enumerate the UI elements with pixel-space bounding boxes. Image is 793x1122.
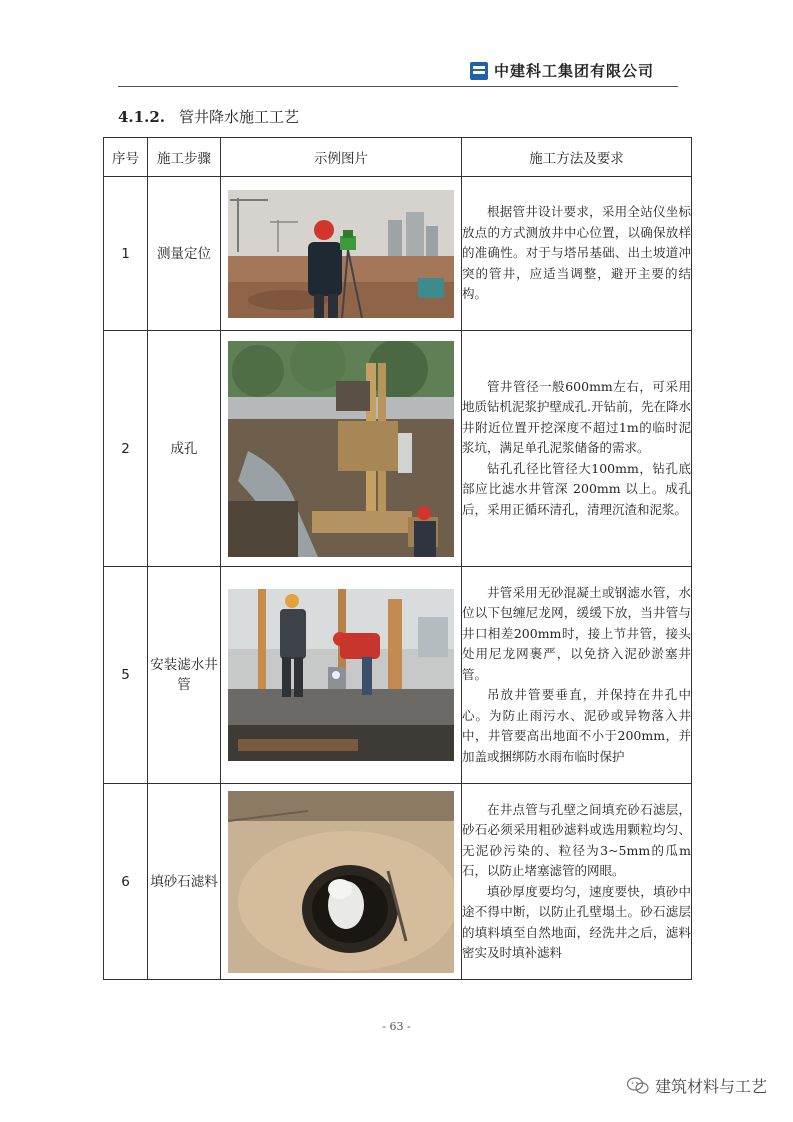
company-name: 中建科工集团有限公司 [494, 62, 655, 80]
row-step-name: 测量定位 [148, 177, 221, 331]
description-paragraph: 根据管井设计要求，采用全站仪坐标放点的方式测放井中心位置，以确保放样的准确性。对于与塔吊基础、出土坡道冲突的管井，应适当调整，避开主要的结构。 [462, 204, 691, 302]
table-row [104, 784, 692, 980]
row-description [462, 177, 692, 331]
row-description [462, 784, 692, 980]
col-header-index: 序号 [104, 138, 148, 177]
row-photo-cell [221, 567, 462, 784]
row-index: 2 [104, 331, 148, 567]
description-paragraph: 井管采用无砂混凝土或钢滤水管，水位以下包缠尼龙网，缓缓下放，当井管与井口相差200mm时，接上节井管，接头处用尼龙网裹严，以免挤入泥砂淤塞井管。 [462, 584, 691, 682]
description-paragraph: 管井管径一般600mm左右，可采用地质钻机泥浆护壁成孔.开钻前，先在降水井附近位置开挖深度不超过1m的临时泥浆坑，满足单孔泥浆储备的需求。 [462, 378, 691, 456]
page-header [118, 54, 678, 87]
col-header-method: 施工方法及要求 [462, 138, 692, 177]
description-paragraph: 钻孔孔径比管径大100mm，钻孔底部应比滤水井管深 200mm 以上。成孔后，采用正循环清孔，清理沉渣和泥浆。 [462, 460, 691, 517]
row-index: 1 [104, 177, 148, 331]
construction-steps-table [103, 137, 692, 980]
row-photo-cell [221, 177, 462, 331]
row-step-name: 安装滤水井管 [148, 567, 221, 784]
table-row [104, 177, 692, 331]
col-header-step: 施工步骤 [148, 138, 221, 177]
watermark-text: 建筑材料与工艺 [654, 1077, 767, 1096]
table-header-row [104, 138, 692, 177]
description-paragraph: 吊放井管要垂直，并保持在井孔中心。为防止雨污水、泥砂或异物落入井中，井管要高出地面不小于200mm，并加盖或捆绑防水雨布临时保护 [462, 687, 691, 764]
description-paragraph: 在井点管与孔壁之间填充砂石滤层，砂石必须采用粗砂滤料或选用颗粒均匀、无泥砂污染的、粒径为3~5mm的瓜m石，以防止堵塞滤管的网眼。 [462, 801, 691, 878]
col-header-photo: 示例图片 [221, 138, 462, 177]
row-index: 5 [104, 567, 148, 784]
description-paragraph: 填砂厚度要均匀，速度要快，填砂中途不得中断，以防止孔壁塌土。砂石滤层的填料填至自然地面，经洗井之后，滤料密实及时填补滤料 [462, 883, 691, 960]
drilling-rig-photo [228, 341, 454, 557]
row-photo-cell [221, 784, 462, 980]
pipe-installation-photo [228, 589, 454, 761]
row-step-name: 成孔 [148, 331, 221, 567]
row-description [462, 567, 692, 784]
table-row [104, 331, 692, 567]
section-title: 管井降水施工工艺 [178, 108, 299, 126]
gravel-filter-photo [228, 791, 454, 973]
section-number: 4.1.2. [118, 108, 165, 126]
row-description [462, 331, 692, 567]
row-step-name: 填砂石滤料 [148, 784, 221, 980]
section-heading [118, 106, 299, 127]
watermark [627, 1074, 767, 1097]
wechat-icon [627, 1077, 649, 1095]
page-number: - 63 - [382, 1020, 411, 1033]
company-logo-icon [470, 62, 488, 80]
table-row [104, 567, 692, 784]
row-photo-cell [221, 331, 462, 567]
row-index: 6 [104, 784, 148, 980]
surveyor-photo [228, 190, 454, 318]
